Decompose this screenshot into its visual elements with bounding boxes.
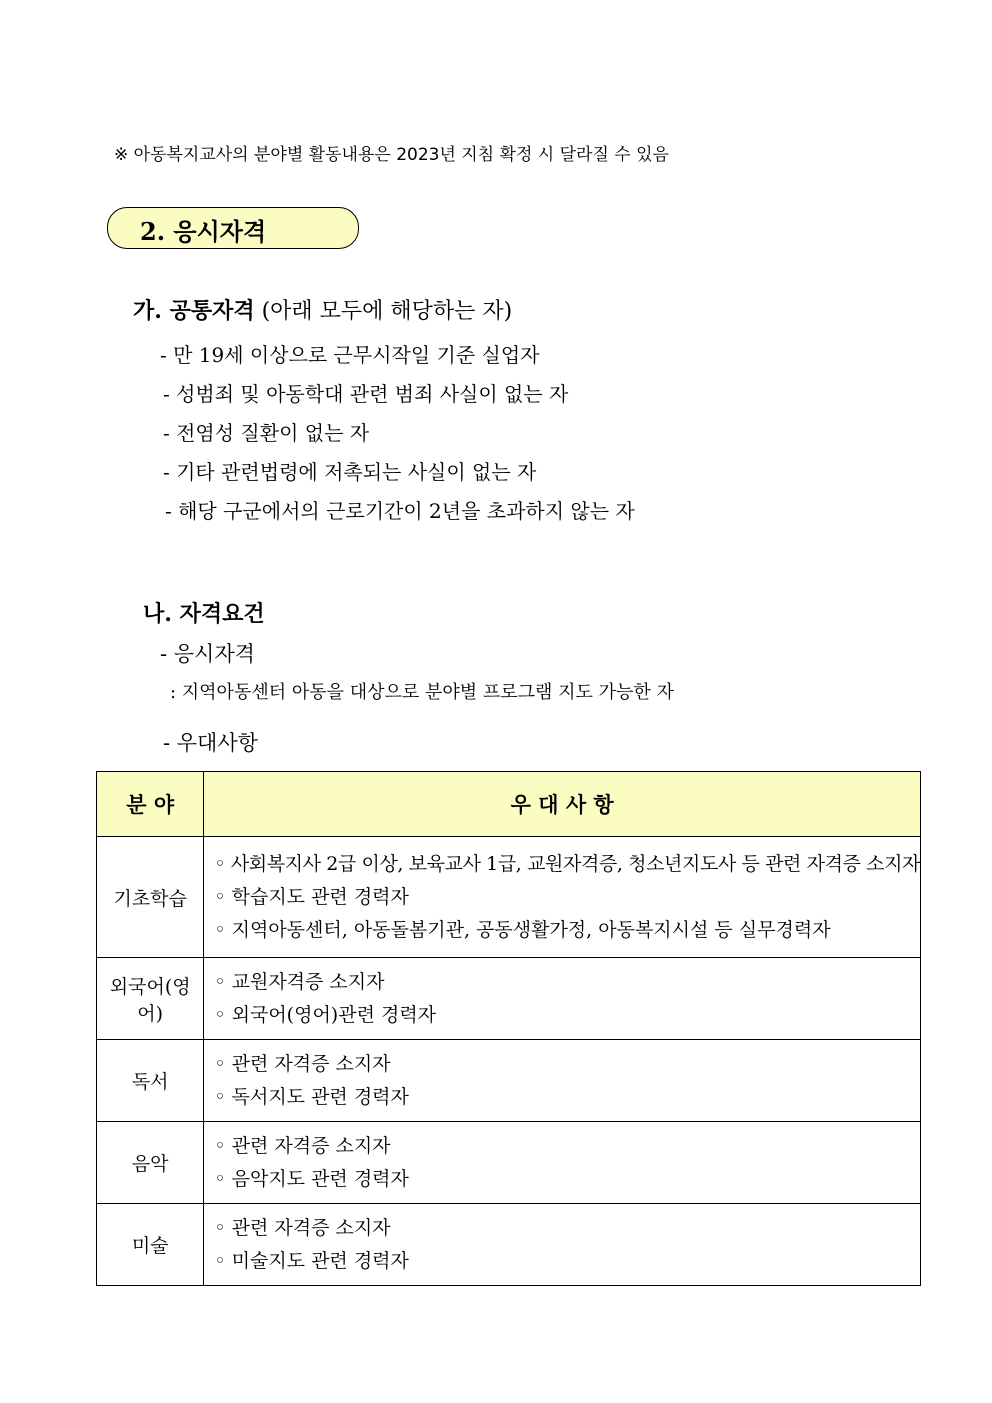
common-item: - 전염성 질환이 없는 자 (163, 421, 370, 445)
preference-item: ◦ 교원자격증 소지자 (214, 970, 385, 993)
header-field: 분 야 (97, 772, 204, 837)
table-row (97, 1040, 921, 1122)
section-title: 2. 응시자격 (140, 217, 267, 246)
table-row (97, 837, 921, 958)
notice-text: ※ 아동복지교사의 분야별 활동내용은 2023년 지침 확정 시 달라질 수 있음 (114, 145, 669, 165)
requirements-heading: 나. 자격요건 (143, 601, 265, 627)
preference-item: ◦ 관련 자격증 소지자 (214, 1134, 391, 1157)
table-row (97, 1122, 921, 1204)
preference-item: ◦ 지역아동센터, 아동돌봄기관, 공동생활가정, 아동복지시설 등 실무경력자 (214, 918, 831, 941)
preference-cell (204, 958, 921, 1040)
preference-item: ◦ 학습지도 관련 경력자 (214, 885, 409, 908)
eligibility-text: : 지역아동센터 아동을 대상으로 분야별 프로그램 지도 가능한 자 (170, 682, 674, 703)
common-item: - 만 19세 이상으로 근무시작일 기준 실업자 (160, 343, 540, 367)
preference-table (96, 771, 921, 1286)
preference-item: ◦ 외국어(영어)관련 경력자 (214, 1003, 437, 1026)
preference-item: ◦ 사회복지사 2급 이상, 보육교사 1급, 교원자격증, 청소년지도사 등 관련 자격증 소지자 (214, 852, 920, 875)
preference-cell (204, 1204, 921, 1286)
common-qualification-heading (133, 294, 512, 325)
table-row (97, 1204, 921, 1286)
field-cell: 미술 (97, 1204, 204, 1286)
common-heading-label: 가. 공통자격 (133, 298, 255, 324)
preference-cell (204, 837, 921, 958)
field-cell: 기초학습 (97, 837, 204, 958)
preference-cell (204, 1122, 921, 1204)
table-row (97, 958, 921, 1040)
preference-item: ◦ 독서지도 관련 경력자 (214, 1085, 409, 1108)
eligibility-label: - 응시자격 (160, 642, 255, 666)
header-preference: 우 대 사 항 (204, 772, 921, 837)
common-item: - 성범죄 및 아동학대 관련 범죄 사실이 없는 자 (163, 382, 569, 406)
preference-item: ◦ 관련 자격증 소지자 (214, 1052, 391, 1075)
preference-item: ◦ 음악지도 관련 경력자 (214, 1167, 409, 1190)
field-cell: 음악 (97, 1122, 204, 1204)
field-cell: 외국어(영어) (97, 958, 204, 1040)
preference-cell (204, 1040, 921, 1122)
preference-label: - 우대사항 (163, 731, 258, 755)
common-heading-suffix: (아래 모두에 해당하는 자) (261, 299, 513, 324)
common-item: - 기타 관련법령에 저촉되는 사실이 없는 자 (163, 460, 537, 484)
section-title-box (107, 207, 359, 249)
field-cell: 독서 (97, 1040, 204, 1122)
common-item: - 해당 구군에서의 근로기간이 2년을 초과하지 않는 자 (165, 499, 635, 523)
preference-item: ◦ 미술지도 관련 경력자 (214, 1249, 409, 1272)
preference-item: ◦ 관련 자격증 소지자 (214, 1216, 391, 1239)
table-header-row (97, 772, 921, 837)
